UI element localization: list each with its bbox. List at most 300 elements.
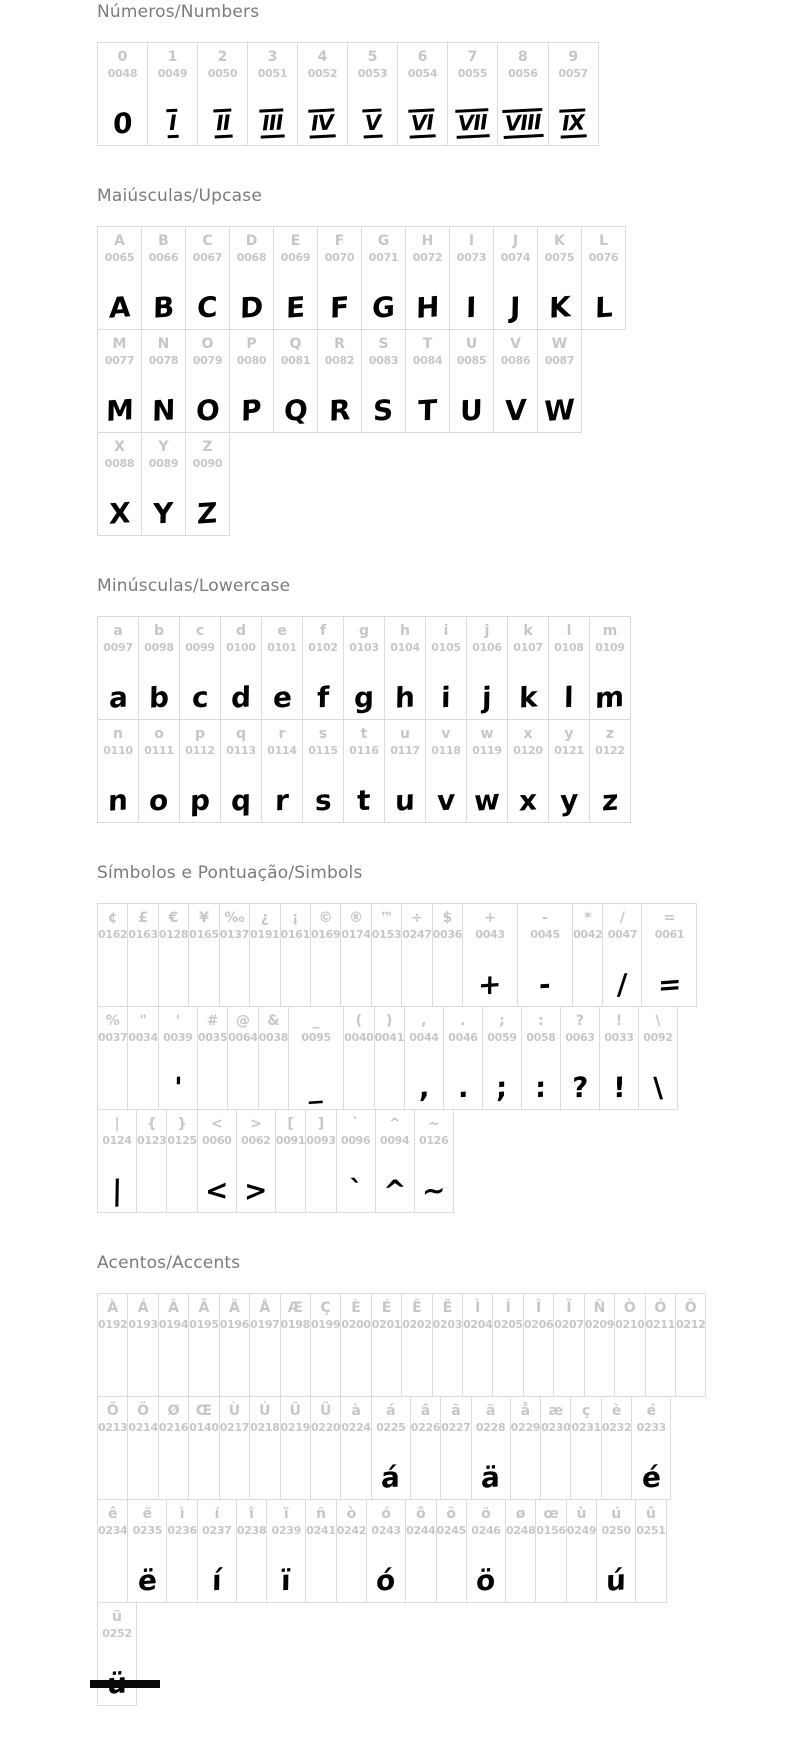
glyph-area	[582, 266, 625, 329]
char-label: m	[602, 623, 618, 639]
char-glyph: VII	[455, 108, 489, 139]
char-cell	[179, 616, 221, 720]
char-label: A	[114, 233, 125, 249]
char-cell	[258, 1006, 289, 1110]
char-cell	[584, 1293, 615, 1397]
char-code: 0236	[167, 1524, 197, 1537]
char-label: k	[523, 623, 533, 639]
char-cell	[185, 432, 230, 536]
char-cell	[197, 1109, 237, 1213]
char-code: 0073	[456, 251, 487, 264]
glyph-area	[561, 1046, 599, 1109]
char-label: ö	[481, 1506, 491, 1522]
char-code: 0079	[192, 354, 223, 367]
char-code: 0193	[128, 1318, 158, 1331]
char-cell	[188, 903, 219, 1007]
glyph-area	[98, 1046, 127, 1109]
glyph-area	[642, 943, 696, 1006]
char-glyph: d	[230, 680, 252, 715]
char-glyph: ï	[281, 1563, 292, 1598]
char-cell	[537, 329, 582, 433]
char-label: ù	[576, 1506, 587, 1522]
glyph-area	[248, 82, 297, 145]
char-cell	[675, 1293, 706, 1397]
char-glyph: :	[535, 1070, 547, 1105]
glyph-area	[433, 1333, 462, 1396]
char-label: r	[278, 726, 286, 742]
glyph-area	[220, 1436, 249, 1499]
char-label: F	[334, 233, 345, 249]
glyph-area	[494, 266, 537, 329]
char-cell	[127, 1396, 158, 1500]
char-glyph: <	[204, 1173, 229, 1208]
glyph-row	[97, 903, 697, 1007]
glyph-area	[518, 943, 572, 1006]
char-label: J	[512, 233, 519, 249]
char-label: B	[158, 233, 169, 249]
char-code: 0140	[189, 1421, 219, 1434]
char-code: 0237	[202, 1524, 232, 1537]
char-code: 0080	[236, 354, 267, 367]
char-cell	[127, 903, 158, 1007]
char-cell	[405, 329, 450, 433]
glyph-area	[128, 1436, 157, 1499]
char-cell	[185, 226, 230, 330]
char-cell	[507, 719, 549, 823]
char-label: æ	[548, 1403, 564, 1419]
glyph-area	[250, 943, 279, 1006]
char-label: a	[113, 623, 123, 639]
char-cell	[449, 329, 494, 433]
glyph-area	[337, 1539, 366, 1602]
char-label: ê	[107, 1506, 118, 1522]
char-label: Q	[289, 336, 302, 352]
glyph-area	[467, 1539, 505, 1602]
glyph-area	[159, 943, 188, 1006]
char-code: 0153	[371, 928, 402, 941]
char-glyph: T	[417, 393, 438, 428]
char-cell	[366, 1499, 406, 1603]
char-code: 0162	[98, 928, 128, 941]
char-cell	[570, 1396, 601, 1500]
char-cell	[188, 1293, 219, 1397]
char-label: G	[377, 233, 390, 249]
char-cell	[581, 226, 626, 330]
glyph-area	[306, 1539, 335, 1602]
glyph-area	[426, 656, 466, 719]
glyph-area	[98, 1333, 127, 1396]
char-code: 0077	[104, 354, 135, 367]
glyph-area	[230, 369, 273, 432]
glyph-area	[585, 1333, 614, 1396]
char-code: 0053	[357, 67, 388, 80]
char-cell	[310, 1396, 341, 1500]
glyph-area	[372, 1436, 410, 1499]
char-cell	[347, 42, 398, 146]
char-code: 0212	[676, 1318, 706, 1331]
char-label: f	[319, 623, 327, 639]
glyph-area	[303, 759, 343, 822]
char-cell	[147, 42, 198, 146]
char-glyph: ë	[137, 1563, 158, 1598]
char-glyph: I	[466, 290, 477, 325]
glyph-area	[441, 1436, 470, 1499]
char-cell	[97, 226, 142, 330]
char-code: 0051	[257, 67, 288, 80]
char-code: 0085	[456, 354, 487, 367]
char-label: K	[554, 233, 565, 249]
char-label: )	[386, 1013, 393, 1029]
char-code: 0224	[341, 1421, 371, 1434]
char-code: 0246	[471, 1524, 501, 1537]
char-code: 0210	[615, 1318, 645, 1331]
glyph-area	[198, 1539, 236, 1602]
char-code: 0045	[530, 928, 560, 941]
char-label: R	[334, 336, 345, 352]
char-label: P	[246, 336, 257, 352]
glyph-area	[385, 759, 425, 822]
char-cell	[375, 1109, 415, 1213]
glyph-area	[318, 369, 361, 432]
char-code: 0047	[607, 928, 638, 941]
char-code: 0088	[104, 457, 135, 470]
char-cell	[158, 903, 189, 1007]
glyph-area	[220, 1333, 249, 1396]
char-code: 0195	[189, 1318, 219, 1331]
char-code: 0052	[307, 67, 338, 80]
glyph-area	[472, 1436, 510, 1499]
char-glyph: U	[459, 393, 484, 428]
char-label: Ç	[320, 1300, 331, 1316]
char-glyph: E	[285, 290, 306, 325]
char-glyph: !	[612, 1070, 626, 1105]
char-cell	[497, 42, 549, 146]
char-cell	[466, 616, 508, 720]
char-cell	[343, 1006, 374, 1110]
char-label: ~	[427, 1116, 440, 1132]
char-label: b	[153, 623, 165, 639]
glyph-area	[237, 1149, 275, 1212]
char-code: 0214	[128, 1421, 158, 1434]
glyph-area	[549, 656, 589, 719]
char-label: Z	[202, 439, 213, 455]
glyph-area	[281, 943, 310, 1006]
char-label: u	[400, 726, 410, 742]
char-code: 0064	[228, 1031, 258, 1044]
char-cell	[197, 1499, 237, 1603]
char-code: 0089	[148, 457, 179, 470]
char-cell	[414, 1109, 454, 1213]
glyph-row	[97, 329, 582, 433]
char-code: 0034	[128, 1031, 158, 1044]
char-label: .	[460, 1013, 466, 1029]
char-cell	[138, 616, 180, 720]
char-cell	[371, 1396, 411, 1500]
char-code: 0230	[541, 1421, 571, 1434]
char-cell	[302, 616, 344, 720]
char-code: 0081	[280, 354, 311, 367]
char-glyph: A	[108, 290, 131, 325]
glyph-area	[128, 943, 157, 1006]
char-glyph: V	[504, 393, 527, 428]
char-glyph: VIII	[502, 108, 543, 139]
char-code: 0057	[558, 67, 588, 80]
char-code: 0120	[513, 744, 543, 757]
char-cell	[220, 719, 262, 823]
char-glyph: VI	[409, 108, 437, 138]
char-glyph: Y	[153, 496, 174, 531]
char-label: Á	[137, 1300, 149, 1316]
char-glyph: +	[478, 967, 503, 1002]
char-cell	[97, 1109, 137, 1213]
char-glyph: y	[559, 783, 579, 818]
char-cell	[510, 1396, 541, 1500]
char-label: Õ	[106, 1403, 119, 1419]
char-cell	[158, 1006, 198, 1110]
char-label: Ò	[623, 1300, 636, 1316]
char-cell	[340, 1396, 371, 1500]
char-label: ò	[346, 1506, 357, 1522]
glyph-area	[274, 266, 317, 329]
char-glyph: G	[371, 290, 396, 325]
char-code: 0096	[340, 1134, 371, 1147]
char-label: 6	[417, 49, 428, 65]
char-label: ÷	[411, 910, 423, 926]
char-code: 0241	[306, 1524, 336, 1537]
glyph-area	[444, 1046, 482, 1109]
char-glyph: C	[196, 290, 219, 325]
glyph-row	[97, 42, 599, 146]
glyph-area	[536, 1539, 565, 1602]
char-glyph: '	[173, 1070, 183, 1105]
char-label: Ä	[228, 1300, 240, 1316]
char-glyph: x	[518, 783, 538, 818]
char-code: 0227	[441, 1421, 471, 1434]
char-code: 0043	[475, 928, 505, 941]
char-label: z	[605, 726, 615, 742]
char-code: 0104	[390, 641, 420, 654]
glyph-area	[639, 1046, 677, 1109]
char-glyph: l	[563, 680, 575, 715]
char-code: 0114	[267, 744, 297, 757]
char-label: !	[615, 1013, 623, 1029]
glyph-area	[198, 1149, 236, 1212]
char-cell	[493, 226, 538, 330]
char-label: -	[542, 910, 548, 926]
char-label: Î	[536, 1300, 542, 1316]
char-cell	[179, 719, 221, 823]
char-label: w	[480, 726, 494, 742]
char-code: 0229	[510, 1421, 541, 1434]
glyph-area	[237, 1539, 266, 1602]
glyph-area	[250, 1333, 279, 1396]
glyph-area	[159, 1436, 188, 1499]
glyph-area	[311, 1436, 340, 1499]
char-glyph: Z	[197, 496, 218, 531]
char-code: 0234	[98, 1524, 128, 1537]
char-cell	[273, 226, 318, 330]
char-glyph: \	[652, 1070, 664, 1105]
glyph-area	[303, 656, 343, 719]
char-glyph: b	[148, 680, 170, 715]
glyph-area	[498, 82, 548, 145]
char-label: Ô	[684, 1300, 697, 1316]
char-glyph: IX	[559, 108, 586, 138]
char-cell	[141, 226, 186, 330]
section-title: Minúsculas/Lowercase	[97, 576, 291, 596]
glyph-area	[398, 82, 447, 145]
char-glyph: m	[595, 679, 625, 716]
char-cell	[432, 1293, 463, 1397]
char-cell	[641, 903, 697, 1007]
char-glyph: >	[243, 1173, 268, 1208]
char-glyph: g	[353, 680, 375, 715]
glyph-area	[98, 1539, 127, 1602]
glyph-area	[186, 369, 229, 432]
char-label: Ã	[198, 1300, 210, 1316]
char-code: 0216	[158, 1421, 189, 1434]
glyph-row	[97, 1293, 706, 1397]
char-label: `	[352, 1116, 360, 1132]
char-cell	[280, 1293, 311, 1397]
glyph-area	[98, 1642, 136, 1705]
char-code: 0108	[554, 641, 584, 654]
char-cell	[275, 1109, 306, 1213]
char-code: 0105	[431, 641, 461, 654]
char-label: }	[177, 1116, 188, 1132]
char-label: 8	[517, 49, 528, 65]
char-cell	[219, 1396, 250, 1500]
glyph-area	[372, 943, 401, 1006]
char-cell	[336, 1499, 367, 1603]
char-cell	[227, 1006, 258, 1110]
char-label: Æ	[287, 1300, 303, 1316]
glyph-row	[97, 1602, 137, 1706]
char-code: 0205	[493, 1318, 523, 1331]
char-code: 0102	[308, 641, 338, 654]
char-cell	[614, 1293, 645, 1397]
char-label: Ì	[475, 1300, 481, 1316]
char-code: 0115	[308, 744, 338, 757]
glyph-area	[541, 1436, 570, 1499]
char-code: 0067	[192, 251, 223, 264]
char-glyph: é	[641, 1460, 662, 1495]
glyph-area	[198, 1046, 227, 1109]
char-cell	[401, 903, 432, 1007]
char-code: 0110	[103, 744, 133, 757]
char-code: 0036	[432, 928, 463, 941]
glyph-row	[97, 1396, 671, 1500]
char-glyph: X	[108, 496, 131, 531]
char-label: =	[663, 910, 676, 926]
char-label: 2	[217, 49, 228, 65]
char-cell	[449, 226, 494, 330]
char-code: 0042	[573, 928, 603, 941]
char-cell	[127, 1006, 158, 1110]
char-cell	[127, 1293, 158, 1397]
char-cell	[631, 1396, 671, 1500]
char-cell	[229, 329, 274, 433]
char-label: O	[201, 336, 214, 352]
char-cell	[197, 42, 248, 146]
glyph-area	[142, 266, 185, 329]
glyph-area	[276, 1149, 305, 1212]
char-glyph: Q	[283, 393, 308, 428]
char-code: 0094	[379, 1134, 410, 1147]
char-cell	[635, 1499, 666, 1603]
char-cell	[384, 616, 426, 720]
char-cell	[361, 226, 406, 330]
glyph-area	[228, 1046, 257, 1109]
glyph-area	[402, 1333, 431, 1396]
glyph-area	[549, 759, 589, 822]
char-label: î	[249, 1506, 254, 1522]
glyph-area	[341, 943, 370, 1006]
char-cell	[425, 719, 467, 823]
char-code: 0112	[185, 744, 215, 757]
glyph-area	[98, 759, 138, 822]
char-glyph: O	[195, 393, 220, 428]
char-code: 0071	[368, 251, 399, 264]
glyph-area	[98, 266, 141, 329]
char-code: 0093	[306, 1134, 336, 1147]
glyph-area	[554, 1333, 583, 1396]
char-glyph: ö	[476, 1563, 496, 1598]
char-cell	[97, 1602, 137, 1706]
char-code: 0196	[219, 1318, 250, 1331]
glyph-area	[676, 1333, 705, 1396]
glyph-area	[508, 656, 548, 719]
glyph-area	[344, 759, 384, 822]
char-cell	[136, 1109, 167, 1213]
char-code: 0220	[310, 1421, 341, 1434]
section	[97, 2, 800, 146]
char-label: 9	[568, 49, 579, 65]
char-cell	[553, 1293, 584, 1397]
glyph-area	[402, 943, 431, 1006]
char-cell	[572, 903, 603, 1007]
glyph-area	[98, 82, 147, 145]
char-label: 5	[367, 49, 378, 65]
char-glyph: s	[314, 783, 332, 818]
char-code: 0118	[431, 744, 461, 757]
char-code: 0247	[402, 928, 432, 941]
glyph-area	[189, 1333, 218, 1396]
char-glyph: H	[415, 290, 440, 325]
glyph-area	[590, 656, 630, 719]
glyph-area	[571, 1436, 600, 1499]
char-cell	[599, 1006, 639, 1110]
char-label: h	[400, 623, 410, 639]
char-glyph: N	[151, 393, 176, 428]
glyph-row	[97, 226, 626, 330]
char-cell	[97, 903, 128, 1007]
char-code: 0174	[341, 928, 371, 941]
char-code: 0056	[508, 67, 538, 80]
section	[97, 576, 800, 823]
char-code: 0161	[280, 928, 310, 941]
char-label: à	[351, 1403, 361, 1419]
char-code: 0163	[128, 928, 158, 941]
char-code: 0063	[565, 1031, 595, 1044]
char-code: 0049	[157, 67, 188, 80]
char-code: 0087	[544, 354, 575, 367]
char-code: 0232	[601, 1421, 632, 1434]
char-code: 0198	[280, 1318, 310, 1331]
char-glyph: III	[260, 108, 286, 138]
char-cell	[462, 903, 518, 1007]
char-glyph: í	[211, 1563, 222, 1598]
